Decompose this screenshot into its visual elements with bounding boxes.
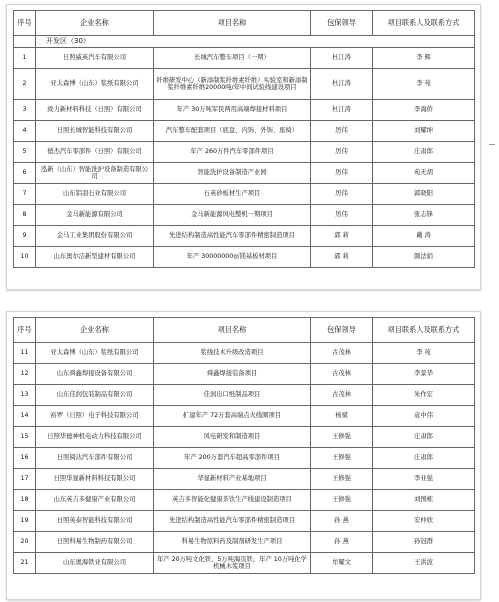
cell-contact: 王洪波 — [373, 553, 475, 574]
cell-company: 日照威英汽车有限公司 — [36, 48, 154, 69]
table-row — [14, 247, 475, 268]
table-row — [14, 448, 475, 469]
cell-leader: 杜江涛 — [311, 100, 373, 121]
cell-no: 18 — [14, 490, 36, 511]
cell-company: 日照阅达汽车部件有限公司 — [36, 448, 154, 469]
cell-contact: 朱作宏 — [373, 385, 475, 406]
table-row — [14, 469, 475, 490]
cell-leader: 王修强 — [311, 469, 373, 490]
table-row — [14, 226, 475, 247]
table-row — [14, 490, 475, 511]
cell-project: 纤维研发中心（新添制浆纤维素纤维）实验室和新添制浆纤维素纤维20000吨/年中间试验线建设项目 — [154, 69, 311, 100]
cell-company: 山东奥海铁业有限公司 — [36, 553, 154, 574]
table-row — [14, 163, 475, 184]
table-row — [14, 427, 475, 448]
section-row — [14, 36, 475, 48]
cell-no: 21 — [14, 553, 36, 574]
cell-contact: 颜法娟 — [373, 247, 475, 268]
table-row — [14, 385, 475, 406]
cell-project: 年产 30000000㎡镁基板材项目 — [154, 247, 311, 268]
cell-company: 山东佳润包装制品有限公司 — [36, 385, 154, 406]
cell-contact: 安仲欣 — [373, 511, 475, 532]
cell-company: 日照华德神机电动力科技有限公司 — [36, 427, 154, 448]
cell-company: 裕罗（日照）电子科技有限公司 — [36, 406, 154, 427]
cell-contact: 庄肃郎 — [373, 427, 475, 448]
cell-project: 年产 20万吨文化铁，5万吨海页铁，年产 10万吨化学机械木浆项目 — [154, 553, 311, 574]
table-row — [14, 184, 475, 205]
document-page-2 — [6, 311, 481, 600]
table-row — [14, 48, 475, 69]
cell-contact: 李 辉 — [373, 48, 475, 69]
cell-contact: 庄肃郎 — [373, 448, 475, 469]
cell-leader: 王修强 — [311, 448, 373, 469]
table-row — [14, 511, 475, 532]
cell-no: 3 — [14, 100, 36, 121]
cell-contact: 李业强 — [373, 469, 475, 490]
cell-company: 日照长城智能科技有限公司 — [36, 121, 154, 142]
cell-project: 佳润出口纸制品项目 — [154, 385, 311, 406]
cell-leader: 郭 莉 — [311, 247, 373, 268]
cell-leader: 厉伟 — [311, 184, 373, 205]
cell-project: 汽车整车配套项目（底盘、内饰、外饰、座椅） — [154, 121, 311, 142]
cell-no: 4 — [14, 121, 36, 142]
cell-company: 金马工业集团股份有限公司 — [36, 226, 154, 247]
cell-no: 10 — [14, 247, 36, 268]
header-leader: 包保领导 — [311, 318, 373, 343]
cell-company: 亚太森博（山东）浆纸有限公司 — [36, 343, 154, 364]
scrollbar-marker — [489, 144, 495, 145]
cell-contact: 刘国栋 — [373, 490, 475, 511]
cell-leader: 厉伟 — [311, 142, 373, 163]
cell-company: 日照科易生物制药有限公司 — [36, 532, 154, 553]
cell-project: 英吉多智能化健康茶饮生产线建设制造项目 — [154, 490, 311, 511]
cell-leader: 牟耀文 — [311, 553, 373, 574]
cell-no: 16 — [14, 448, 36, 469]
header-leader: 包保领导 — [311, 11, 373, 36]
cell-project: 智能洗护设备制造产业园 — [154, 163, 311, 184]
table-header-row — [14, 11, 475, 36]
table-row — [14, 142, 475, 163]
cell-company: 山东舜鑫焊接设备有限公司 — [36, 364, 154, 385]
cell-project: 先进结构制造高性能汽车零部件精密制造项目 — [154, 226, 311, 247]
cell-leader: 王修强 — [311, 427, 373, 448]
header-company: 企业名称 — [36, 11, 154, 36]
cell-leader: 古茂林 — [311, 385, 373, 406]
cell-no: 7 — [14, 184, 36, 205]
header-project: 项目名称 — [154, 318, 311, 343]
cell-leader: 孙 燕 — [311, 532, 373, 553]
table-row — [14, 553, 475, 574]
cell-leader: 厉伟 — [311, 163, 373, 184]
cell-project: 金马新能源风电整机一期项目 — [154, 205, 311, 226]
cell-no: 9 — [14, 226, 36, 247]
table-row — [14, 69, 475, 100]
table-row — [14, 205, 475, 226]
cell-company: 日照华显新材料科技有限公司 — [36, 469, 154, 490]
cell-contact: 李 苑 — [373, 69, 475, 100]
cell-company: 山东铝羽石业有限公司 — [36, 184, 154, 205]
project-table-page-1 — [13, 10, 475, 268]
cell-company: 亚太森博（山东）浆纸有限公司 — [36, 69, 154, 100]
cell-no: 12 — [14, 364, 36, 385]
cell-project: 科易生物原料药及制剂研发生产项目 — [154, 532, 311, 553]
cell-company: 泓新（山东）智能洗护设备制造有限公司 — [36, 163, 154, 184]
cell-company: 日照英泰智能科技有限公司 — [36, 511, 154, 532]
cell-no: 2 — [14, 69, 36, 100]
cell-contact: 李海侨 — [373, 100, 475, 121]
cell-contact: 郭晓阳 — [373, 184, 475, 205]
cell-company: 山东奥尔洁新型建材有限公司 — [36, 247, 154, 268]
table-row — [14, 406, 475, 427]
cell-company: 德杰汽车零部件（日照）有限公司 — [36, 142, 154, 163]
cell-project: 浆线技术升级改造项目 — [154, 343, 311, 364]
cell-leader: 杜江涛 — [311, 69, 373, 100]
document-page-1 — [6, 4, 481, 290]
cell-project: 石英砂板材生产项目 — [154, 184, 311, 205]
cell-leader: 厉伟 — [311, 205, 373, 226]
cell-no: 20 — [14, 532, 36, 553]
cell-project: 风电研发和制造项目 — [154, 427, 311, 448]
cell-contact: 李景华 — [373, 364, 475, 385]
cell-company: 山东英吉多健康产业有限公司 — [36, 490, 154, 511]
header-project: 项目名称 — [154, 11, 311, 36]
cell-leader: 古茂林 — [311, 364, 373, 385]
cell-leader: 郭 莉 — [311, 226, 373, 247]
cell-no: 17 — [14, 469, 36, 490]
header-no: 序号 — [14, 11, 36, 36]
table-row — [14, 532, 475, 553]
cell-company: 金马新能源有限公司 — [36, 205, 154, 226]
table-row — [14, 343, 475, 364]
header-contact: 项目联系人及联系方式 — [373, 318, 475, 343]
cell-project: 先进结构制造高性能汽车零部件精密制造项目 — [154, 511, 311, 532]
cell-project: 舜鑫焊接装备项目 — [154, 364, 311, 385]
cell-leader: 厉伟 — [311, 121, 373, 142]
cell-no: 5 — [14, 142, 36, 163]
cell-no: 11 — [14, 343, 36, 364]
table-row — [14, 364, 475, 385]
cell-contact: 张志锋 — [373, 205, 475, 226]
cell-contact: 戴 涛 — [373, 226, 475, 247]
table-row — [14, 121, 475, 142]
cell-contact: 苑无胡 — [373, 163, 475, 184]
cell-no: 13 — [14, 385, 36, 406]
cell-contact: 刘耀坤 — [373, 121, 475, 142]
cell-no: 1 — [14, 48, 36, 69]
cell-leader: 杜江涛 — [311, 48, 373, 69]
table-header-row — [14, 318, 475, 343]
cell-contact: 袁中伟 — [373, 406, 475, 427]
cell-leader: 孙 燕 — [311, 511, 373, 532]
cell-project: 扩建年产 72万套高端点火线圈项目 — [154, 406, 311, 427]
cell-project: 年产 30万吨军民两用高端焊接材料项目 — [154, 100, 311, 121]
cell-project: 年产 200万套汽车超高零部件项目 — [154, 448, 311, 469]
cell-no: 8 — [14, 205, 36, 226]
cell-contact: 庄肃郎 — [373, 142, 475, 163]
cell-project: 长城汽车整车项目（一期） — [154, 48, 311, 69]
cell-no: 6 — [14, 163, 36, 184]
cell-contact: 李 苑 — [373, 343, 475, 364]
cell-leader: 王修强 — [311, 490, 373, 511]
cell-leader: 古茂林 — [311, 343, 373, 364]
cell-project: 年产 260万件汽车零部件项目 — [154, 142, 311, 163]
section-label: 开发区（30） — [36, 36, 475, 48]
cell-no: 19 — [14, 511, 36, 532]
cell-contact: 孙冠群 — [373, 532, 475, 553]
header-contact: 项目联系人及联系方式 — [373, 11, 475, 36]
cell-project: 华显新材料产业基地项目 — [154, 469, 311, 490]
header-no: 序号 — [14, 318, 36, 343]
project-table-page-2 — [13, 317, 475, 574]
cell-no: 14 — [14, 406, 36, 427]
cell-leader: 杨斌 — [311, 406, 373, 427]
cell-no: 15 — [14, 427, 36, 448]
table-row — [14, 100, 475, 121]
cell-company: 致力新材料科技（日照）有限公司 — [36, 100, 154, 121]
header-company: 企业名称 — [36, 318, 154, 343]
